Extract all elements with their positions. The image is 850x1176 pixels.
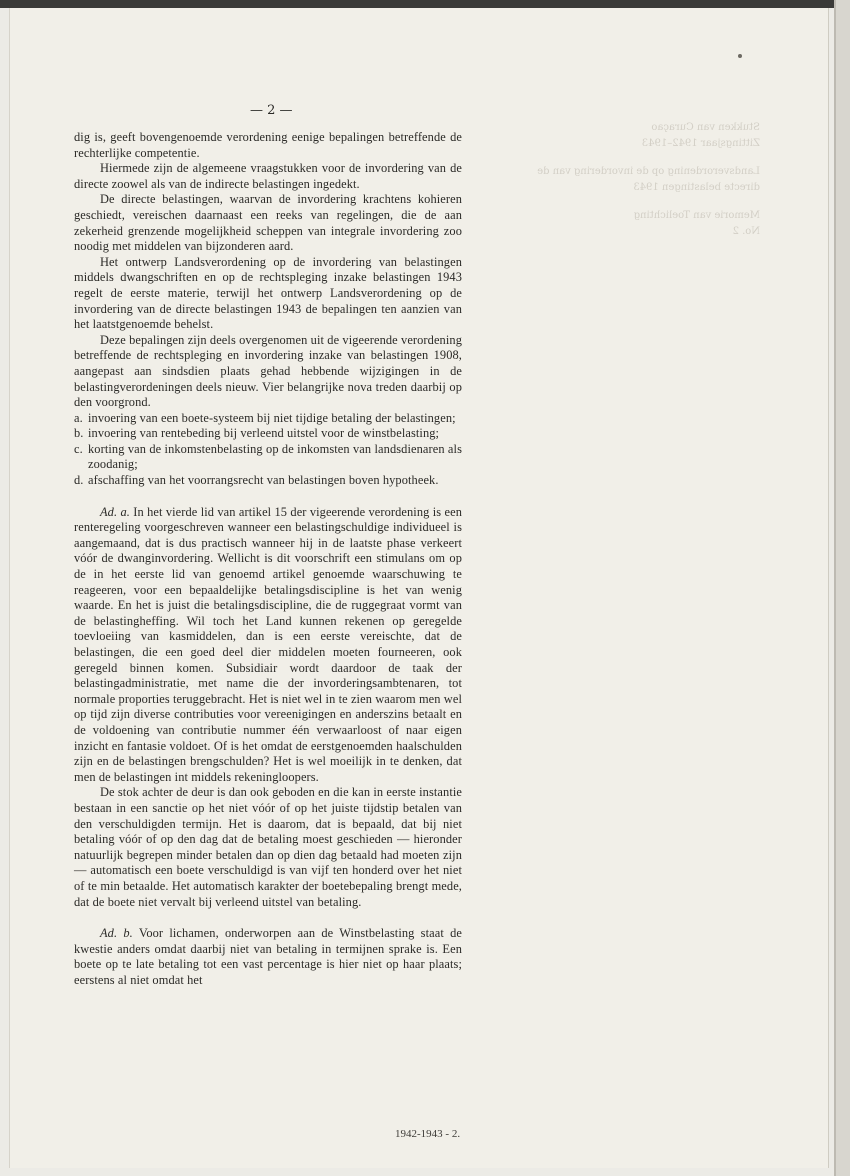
list-text: invoering van rentebeding bij verleend uitstel voor de winstbelasting; [88, 426, 440, 441]
scan-border [0, 0, 850, 8]
paragraph: De directe belastingen, waarvan de invordering krachtens kohieren geschiedt, vereischen daarnaast een reeks van regelingen, die de aan zekerheid grenzende mogelijkheid scheppen van integrale invordering zoo noodig met middelen van bijzonderen aard. [74, 192, 462, 254]
list-text: invoering van een boete-systeem bij niet tijdige betaling der belastingen; [88, 410, 456, 425]
ink-speck [738, 54, 742, 58]
bleed-line: Zittingsjaar 1942–1943 [641, 138, 760, 149]
list-label: b. [74, 426, 84, 441]
list-text: afschaffing van het voorrangsrecht van belastingen boven hypotheek. [88, 473, 439, 488]
bleed-line: Stukken van Curaçao [651, 122, 760, 133]
section-text: Voor lichamen, onderworpen aan de Winstbelasting staat de kwestie anders omdat daarbij niet van betaling in termijnen sprake is. Een boete op te late betaling tot een vast percentage is hier niet op haar plaats; eerstens al niet omdat het [74, 926, 462, 987]
section-label: Ad. b. [100, 926, 133, 941]
paragraph-ad-a [74, 505, 462, 786]
document-reference: 1942-1943 - 2. [395, 1128, 461, 1140]
bleed-through-text [537, 120, 760, 240]
list-label: c. [74, 441, 83, 456]
section-text: In het vierde lid van artikel 15 der vigeerende verordening is een renteregeling voorgeschreven wanneer een belastingschuldige individueel is aangemaand, dat is dus practisch wanneer hij in de laatste phase verkeert vóór de dwanginvordering. Wellicht is dit voorschrift een stimulans om op de in het eerste lid van genoemd artikel genoemde waarschuwing te reageeren, voor een bepaaldelijke betalingsdiscipline is het van wenig waarde. En het is juist die betalingsdiscipline, die de ruggegraat vormt van de belastingheffing. Wil toch het Land kunnen rekenen op geregelde toevloeiing van kasmiddelen, dan is een eerste vereischte, dat de belastingen, die een goed deel dier middelen moeten fourneeren, ook geregeld binnen komen. Subsidiair wordt daardoor de taak der belastingadministratie, met name die der invorderingsambtenaren, tot normale proporties teruggebracht. Het is niet wel in te zien waarom men wel op tijd zijn diverse contributies voor vereenigingen en anderszins betaalt en de voldoening van contributie nummer één verwaarloost of naar eigen inzicht en fantasie voldoet. Of is het omdat de eerstgenoemden haalschulden zijn en de belastingen brengschulden? Het is wel moeilijk in te denken, dat men de belastingen int middels rekeningloopers. [74, 504, 462, 784]
list-item [74, 411, 462, 427]
list-label: d. [74, 473, 84, 488]
paragraph: Deze bepalingen zijn deels overgenomen uit de vigeerende verordening betreffende de rechtspleging en invordering inzake van belastingen 1908, aangepast aan sindsdien plaats gehad hebbende wijzigingen in de belastingverordeningen deels nieuw. Vier belangrijke nova treden daarbij op den voorgrond. [74, 332, 462, 410]
scan-edge [834, 0, 850, 1176]
page-number: — 2 — [250, 103, 293, 118]
bleed-line: No. 2 [732, 226, 760, 237]
paragraph: dig is, geeft bovengenoemde verordening eenige bepalingen betreffende de rechterlijke competentie. [74, 130, 462, 160]
body-text [74, 130, 462, 988]
list-text: korting van de inkomstenbelasting op de inkomsten van landsdienaren als zoodanig; [88, 441, 462, 472]
list-item [74, 442, 462, 473]
bleed-line: Landsverordening op de invordering van de [537, 166, 760, 177]
paragraph: Het ontwerp Landsverordening op de invordering van belastingen middels dwangschriften en op de rechtspleging inzake belastingen 1943 regelt de eerste materie, terwijl het ontwerp Landsverordening op de invordering van de directe belastingen 1943 de bepalingen ten aanzien van het laatstgenoemde behelst. [74, 254, 462, 332]
paragraph-ad-b [74, 926, 462, 988]
bleed-line: Memorie van Toelichting [633, 210, 760, 221]
section-label: Ad. a. [100, 504, 130, 519]
list-item [74, 473, 462, 489]
bleed-line: directe belastingen 1943 [633, 182, 760, 193]
list-item [74, 426, 462, 442]
list-label: a. [74, 410, 83, 425]
paragraph: Hiermede zijn de algemeene vraagstukken voor de invordering van de directe zoowel als van de indirecte belastingen ingedekt. [74, 161, 462, 191]
paragraph: De stok achter de deur is dan ook geboden en die kan in eerste instantie bestaan in een sanctie op het niet vóór of op het juiste tijdstip betalen van den verschuldigden termijn. Het is daarom, dat is bepaald, dat bij niet betaling vóór of op den dag dat de betaling moest geschieden — hieronder natuurlijk begrepen minder betalen dan op dien dag betaald had moeten zijn — automatisch een boete verschuldigd is van vijf ten honderd over het niet of te min betaalde. Het automatisch karakter der boetebepaling brengt mede, dat de boete niet vervalt bij verleend uitstel van betaling. [74, 785, 462, 909]
